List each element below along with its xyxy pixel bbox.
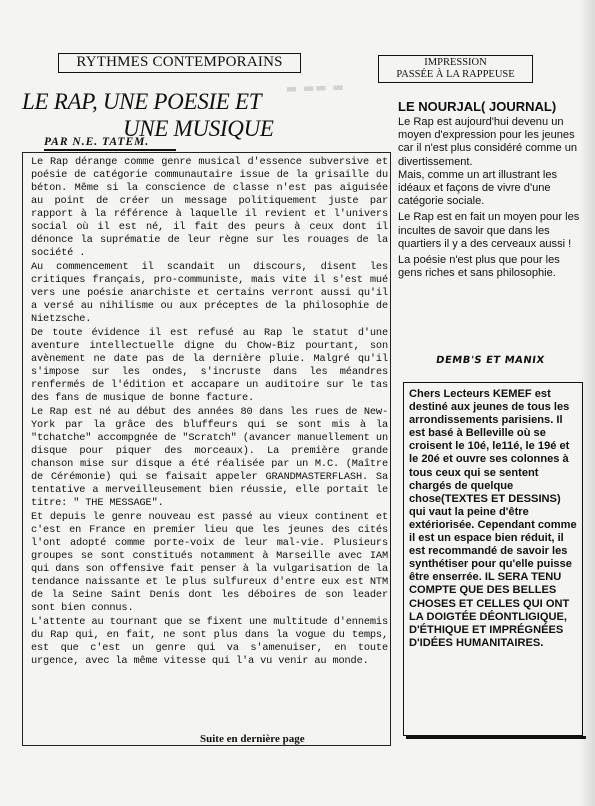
sidebar-heading: LE NOURJAL( JOURNAL) [398, 99, 557, 114]
sidebar-paragraph: Le Rap est aujourd'hui devenu un moyen d'expression pour les jeunes car il n'est plus considéré comme un divertissement. [398, 116, 578, 168]
show-through-ghost-text: ▬ ▬▬ ▬ [285, 79, 345, 96]
article-paragraph: De toute évidence il est refusé au Rap le statut d'une aventure intellectuelle digne du Chow-Biz pourtant, son avènement ne date pas de la dernière pluie. Malgré qu'il s'impose sur les ondes, s'incruste dans les méandres renfermés de l'édition et accapare un auditoire sur le tas des fans de musique de bonne facture. [31, 327, 388, 404]
article-paragraph: L'attente au tournant que se fixent une multitude d'ennemis du Rap qui, en fait, ne sont plus dans la vogue du temps, est que c'est un genre qui va s'amenuiser, en toute urgence, avec la même vitesse qui l'a vu venir au monde. [31, 616, 388, 667]
article-paragraph: Au commencement il scandait un discours, disent les critiques français, pro-communiste, mais vite il s'est mué vers une poésie anarchiste et certains verront aussi qu'il a versé au nihilisme ou aux préceptes de la philosophie de Nietzsche. [31, 261, 388, 325]
article-paragraph: Le Rap dérange comme genre musical d'essence subversive et poésie de catégorie communautaire issue de la grisaille du béton. Même si la conscience de classe n'est pas aiguisée au point de créer un message politiquement juste par rapport à la référence à laquelle il revient et l'univers social où il est né, il fait des peurs à ceux dont il dénonce la suprématie de leur règne sur les rouages de la société . [31, 156, 388, 259]
sidebar-paragraph: Le Rap est en fait un moyen pour les incultes de savoir que dans les quartiers il y a des cerveaux aussi ! [398, 211, 580, 250]
article-title-line-1: LE RAP, UNE POESIE ET [22, 89, 262, 114]
sidebar-paragraph: Mais, comme un art illustrant les idéaux et façons de vivre d'une catégorie sociale. [398, 168, 558, 208]
article-body [22, 152, 391, 746]
impression-line-2: PASSÉE À LA RAPPEUSE [396, 69, 515, 80]
section-rubric: RYTHMES CONTEMPORAINS [58, 53, 301, 73]
impression-line-1: IMPRESSION [424, 57, 487, 68]
reader-notice-box: Chers Lecteurs KEMEF est destiné aux jeunes de tous les arrondissements parisiens. Il est basé à Belleville où se croisent le 10é, le11é, le 19é et le 20é et ouvre ses colonnes à tous ceux qui se sentent chargés de quelque chose(TEXTES ET DESSINS) qui vaut la peine d'être extériorisée. Cependant comme il est un espace bien réduit, il est recommandé de savoir les synthétiser pour qu'elle puisse être enserrée. IL SERA TENU COMPTE QUE DES BELLES CHOSES ET CELLES QUI ONT LA DOIGTÉE DÉONTLIGIQUE, D'ÉTHIQUE ET IMPRÉGNÉES D'IDÉES HUMANITAIRES. [403, 382, 583, 736]
continued-note: Suite en dernière page [200, 733, 305, 745]
article-paragraph: Et depuis le genre nouveau est passé au vieux continent et c'est en France en premier lieu que les jeunes des cités l'ont adopté comme porte-voix de leur mal-vie. Plusieurs groupes se sont constitués notamment à Marseille avec IAM qui dans son offensive fait penser à la vulgarisation de la tendance naissante et le plus sulfureux d'entre eux est NTM de la Seine Saint Denis dont les déboires de son leader sont bien connus. [31, 511, 388, 614]
article-byline: PAR N.E. TATEM. [44, 136, 150, 148]
article-title-line-2: UNE MUSIQUE [123, 116, 274, 141]
article-paragraph: Le Rap est né au début des années 80 dans les rues de New-York par la grâce des bluffeurs qui se sont mis à la "tchatche" accompgnée de "Scratch" (avancer manuellement un disque pour piquer des morceaux). La première grande chanson mise sur disque a été réalisée par un M.C. (Maître de Cérémonie) qui se faisait appeler GRANDMASTERFLASH. Sa tentative a merveilleusement bien réussie, elle portait le titre: " THE MESSAGE". [31, 406, 388, 509]
sidebar-signature: DEMB'S ET MANIX [435, 355, 546, 366]
sidebar-paragraph: La poésie n'est plus que pour les gens riches et sans philosophie. [398, 254, 560, 280]
article-title [20, 88, 320, 142]
byline-underline [44, 149, 176, 151]
sidebar-text [398, 116, 580, 280]
impression-box [378, 55, 533, 83]
